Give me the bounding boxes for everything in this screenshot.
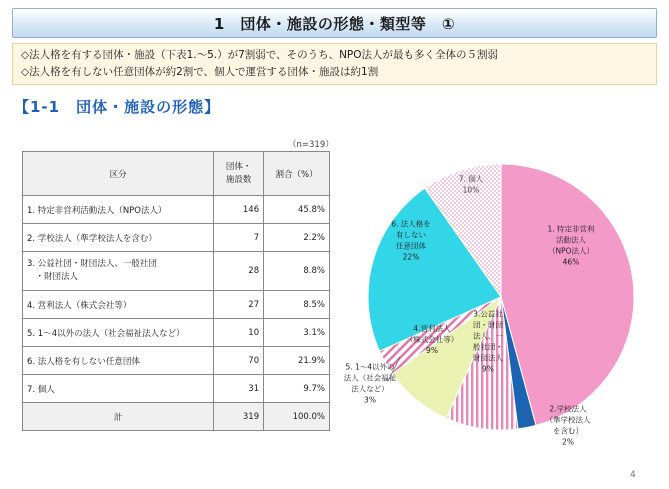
data-table <box>22 151 330 431</box>
row-percent: 2.2% <box>264 224 330 252</box>
table-row <box>23 319 330 347</box>
row-percent: 8.8% <box>264 252 330 291</box>
total-category: 計 <box>23 403 214 431</box>
row-count: 146 <box>214 196 264 224</box>
summary-box <box>12 43 657 85</box>
row-percent: 9.7% <box>264 375 330 403</box>
table-row <box>23 224 330 252</box>
table-row <box>23 347 330 375</box>
table-row <box>23 375 330 403</box>
row-category: 1. 特定非営利活動法人（NPO法人） <box>23 196 214 224</box>
sample-size-label: （n=319） <box>288 140 334 150</box>
row-category: 5. 1〜4以外の法人（社会福祉法人など） <box>23 319 214 347</box>
pie-slice-label: 4.営利法人（株式会社等） 9% <box>405 324 459 355</box>
pie-slice-label: 3.公益社団・財団法人、一般社団・財団法人 9% <box>473 309 503 374</box>
row-count: 27 <box>214 291 264 319</box>
row-category: 6. 法人格を有しない任意団体 <box>23 347 214 375</box>
row-count: 28 <box>214 252 264 291</box>
row-count: 7 <box>214 224 264 252</box>
total-percent: 100.0% <box>264 403 330 431</box>
pie-slice-label: 5. 1〜4以外の法人（社会福祉法人など） 3% <box>343 362 397 405</box>
row-count: 70 <box>214 347 264 375</box>
row-count: 10 <box>214 319 264 347</box>
row-category: 2. 学校法人（準学校法人を含む） <box>23 224 214 252</box>
row-count: 31 <box>214 375 264 403</box>
page-title: 1 団体・施設の形態・類型等 ① <box>213 14 456 33</box>
row-category: 4. 営利法人（株式会社等） <box>23 291 214 319</box>
section-heading: 【1-1 団体・施設の形態】 <box>14 98 221 116</box>
table-header-row <box>23 152 330 196</box>
pie-slice-label: 6. 法人格を有しない任意団体 22% <box>391 219 431 262</box>
table-total-row <box>23 403 330 431</box>
pie-slice-label: 7. 個人 10% <box>458 174 484 195</box>
pie-chart <box>336 140 646 470</box>
row-category: 7. 個人 <box>23 375 214 403</box>
table-row <box>23 291 330 319</box>
summary-line: ◇法人格を有する団体・施設（下表1.〜5.）が7割弱で、そのうち、NPO法人が最も多く全体の５割弱 <box>21 49 499 61</box>
row-percent: 8.5% <box>264 291 330 319</box>
table-row <box>23 196 330 224</box>
row-percent: 3.1% <box>264 319 330 347</box>
title-bar <box>12 8 657 38</box>
row-percent: 21.9% <box>264 347 330 375</box>
row-category: 3. 公益社団・財団法人、一般社団 ・財団法人 <box>23 252 214 291</box>
pie-slice-label: 2.学校法人（準学校法人を含む） 2% <box>545 404 591 447</box>
page-number: 4 <box>630 470 636 480</box>
summary-line: ◇法人格を有しない任意団体が約2割で、個人で運営する団体・施設は約1割 <box>21 66 379 78</box>
row-percent: 45.8% <box>264 196 330 224</box>
total-count: 319 <box>214 403 264 431</box>
column-header-count: 団体・ 施設数 <box>214 152 264 196</box>
column-header-percent: 割合（%） <box>264 152 330 196</box>
pie-slice-label: 1. 特定非営利活動法人（NPO法人） 46% <box>547 224 595 267</box>
table-row <box>23 252 330 291</box>
column-header-category: 区分 <box>23 152 214 196</box>
